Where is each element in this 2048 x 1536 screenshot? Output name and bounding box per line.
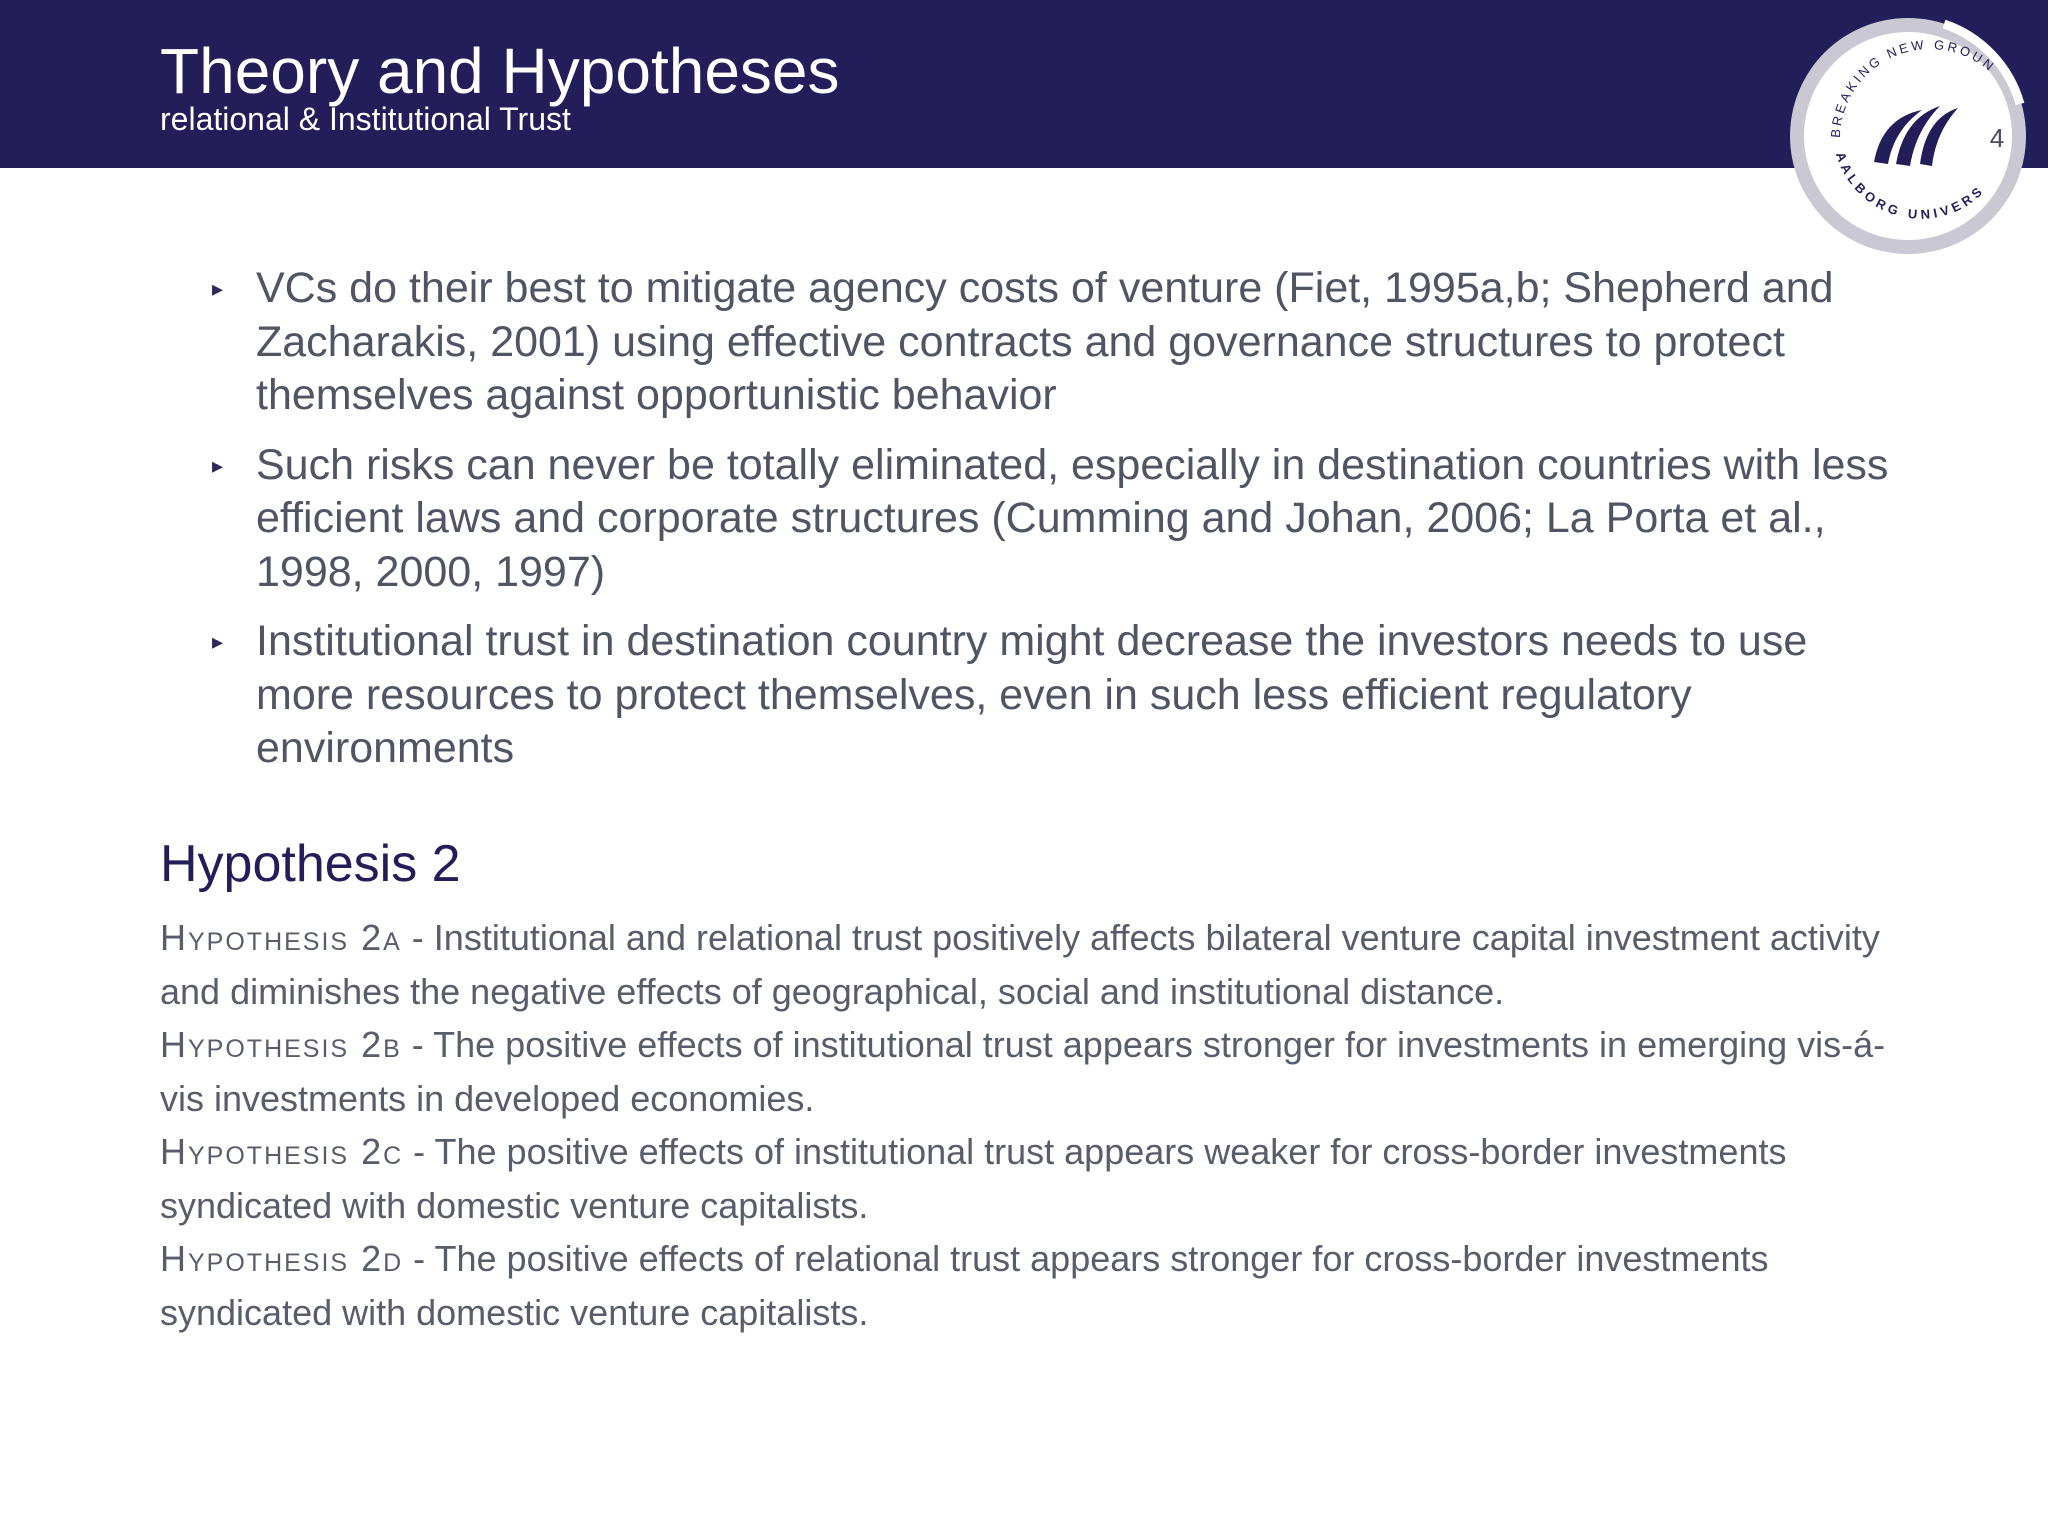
slide-subtitle: relational & Institutional Trust — [160, 101, 571, 137]
hypothesis-text: - Institutional and relational trust positively affects bilateral venture capital investment activity and diminishes the negative effects of geographical, social and institutional distance. — [160, 917, 1880, 1012]
bullet-item — [212, 615, 1912, 776]
logo-ring-text: BREAKING NEW GROUN — [1827, 36, 1999, 139]
slide-title: Theory and Hypotheses — [160, 35, 840, 107]
triangle-bullet-icon: ▸ — [212, 629, 224, 654]
hypothesis-item — [160, 911, 1900, 1018]
hypothesis-label: Hypothesis 2c — [160, 1131, 404, 1172]
hypothesis-text: - The positive effects of relational trust appears stronger for cross-border investments syndicated with domestic venture capitalists. — [160, 1238, 1769, 1333]
page-number: 4 — [1989, 123, 2005, 153]
hypothesis-item — [160, 1018, 1900, 1125]
section-heading: Hypothesis 2 — [160, 835, 461, 893]
bullet-item — [212, 262, 1912, 423]
hypothesis-label: Hypothesis 2b — [160, 1024, 402, 1065]
hypothesis-text: - The positive effects of institutional trust appears weaker for cross-border investments syndicated with domestic venture capitalists. — [160, 1131, 1787, 1226]
bullet-text: Institutional trust in destination country might decrease the investors needs to use more resources to protect themselves, even in such less efficient regulatory environments — [256, 617, 1808, 772]
hypothesis-label: Hypothesis 2d — [160, 1238, 404, 1279]
bullet-item — [212, 439, 1912, 600]
hypothesis-item — [160, 1125, 1900, 1232]
bullet-text: Such risks can never be totally eliminated, especially in destination countries with less efficient laws and corporate structures (Cumming and Johan, 2006; La Porta et al., 1998, 2000, 1997) — [256, 440, 1889, 596]
triangle-bullet-icon: ▸ — [212, 452, 224, 478]
triangle-bullet-icon: ▸ — [212, 276, 224, 301]
hypothesis-label: Hypothesis 2a — [160, 917, 402, 958]
hypothesis-item — [160, 1232, 1900, 1339]
hypothesis-text: - The positive effects of institutional trust appears stronger for investments in emerging vis-á-vis investments in developed economies. — [160, 1024, 1886, 1119]
hypotheses-block — [160, 911, 1900, 1339]
logo-name-text: AALBORG UNIVERS — [1832, 150, 1988, 222]
bullet-list — [212, 262, 1912, 792]
bullet-text: VCs do their best to mitigate agency costs of venture (Fiet, 1995a,b; Shepherd and Zacharakis, 2001) using effective contracts and governance structures to protect themselves against opportunistic behavior — [256, 264, 1834, 419]
